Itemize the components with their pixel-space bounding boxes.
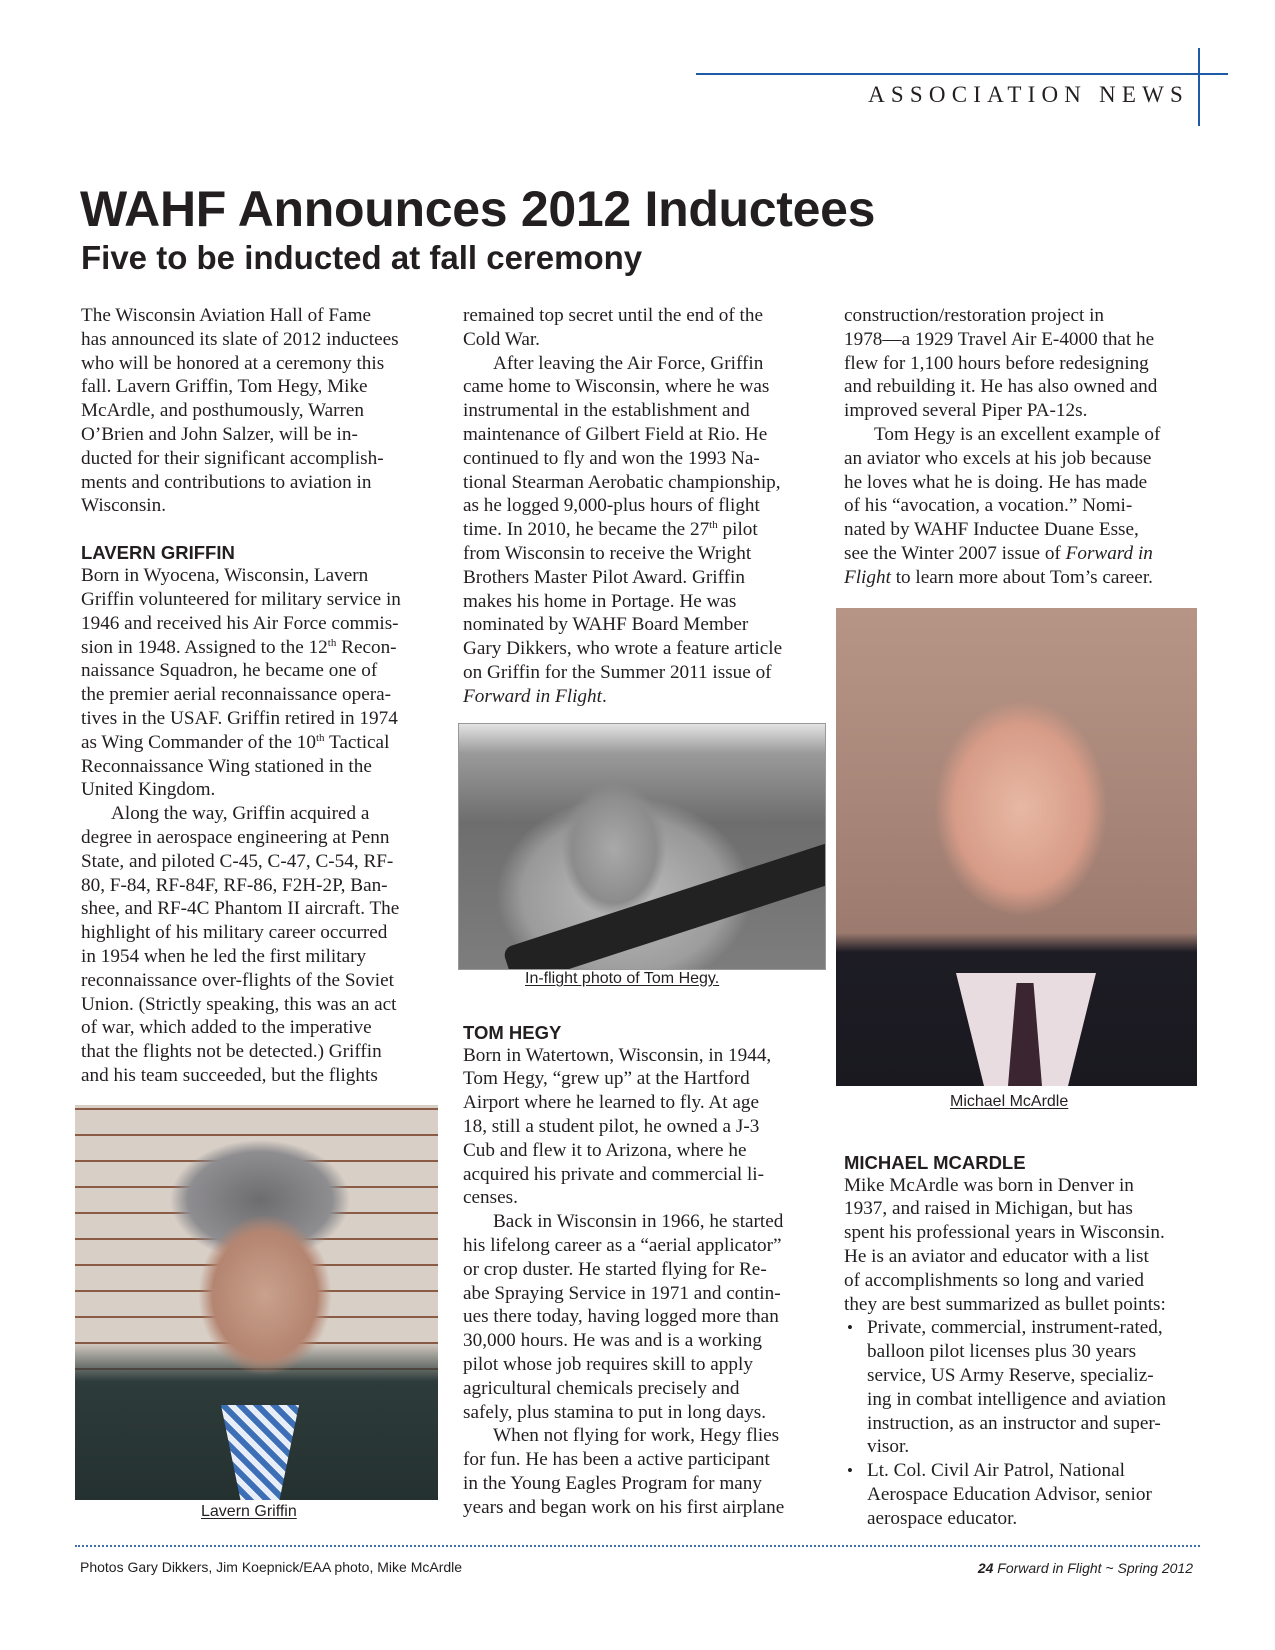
griffin-paragraph-3: After leaving the Air Force, Griffin came home to Wisconsin, where he was instrumental in the establishment and maintenance of Gilbert Field at Rio. He continued to fly and won the 1993 Na- tional Stearman Aerobatic championship, as he logged 9,000-plus hours of flight time. In 2010, he became the 27th pilot from Wisconsin to receive the Wright Brothers Master Pilot Award. Griffin makes his home in Portage. He was nominated by WAHF Board Member Gary Dikkers, who wrote a feature article on Griffin for the Summer 2011 issue of Forward in Flight. xyxy=(463,352,783,707)
griffin-heading: LAVERN GRIFFIN xyxy=(81,542,235,564)
griffin-continued: remained top secret until the end of the Cold War. xyxy=(463,305,763,350)
photo-tom-hegy-inflight xyxy=(458,723,826,970)
caption-tom-hegy: In-flight photo of Tom Hegy. xyxy=(525,970,720,987)
mcardle-accomplishments-list xyxy=(844,1316,1194,1530)
publication-name: Forward in Flight xyxy=(463,685,602,707)
page-footer-folio xyxy=(978,1560,1193,1576)
griffin-paragraph-1: Born in Wyocena, Wisconsin, Lavern Griffin volunteered for military service in 1946 and received his Air Force commis- sion in 1948. Assigned to the 12th Recon- naissance Squadron, he became one of the premier aerial reconnaissance opera- tives in the USAF. Griffin retired in 1974 as Wing Commander of the 10th Tactical Reconnaissance Wing stationed in the United Kingdom. xyxy=(81,565,401,801)
griffin-paragraph-2: Along the way, Griffin acquired a degree in aerospace engineering at Penn State, and piloted C-45, C-47, C-54, RF- 80, F-84, RF-84F, RF-86, F2H-2P, Ban- shee, and RF-4C Phantom II aircraft. The highlight of his military career occurred in 1954 when he led the first military reconnaissance over-flights of the Soviet Union. (Strictly speaking, this was an act of war, which added to the imperative that the flights not be detected.) Griffin and his team succeeded, but the flights xyxy=(81,803,400,1086)
footer-dotted-rule xyxy=(75,1545,1200,1547)
photo-credits: Photos Gary Dikkers, Jim Koepnick/EAA photo, Mike McArdle xyxy=(80,1559,463,1575)
article-subtitle: Five to be inducted at fall ceremony xyxy=(81,239,643,276)
section-label: ASSOCIATION NEWS xyxy=(868,82,1189,107)
photo-detail-canopy-rail xyxy=(502,831,826,970)
list-item: • Private, commercial, instrument-rated, balloon pilot licenses plus 30 years service, US Army Reserve, specializ- ing in combat intelligence and aviation instruction, as an instructor and super- visor. xyxy=(844,1316,1194,1459)
section-rule-vertical xyxy=(1198,48,1200,126)
caption-lavern-griffin: Lavern Griffin xyxy=(201,1503,297,1520)
intro-paragraph: The Wisconsin Aviation Hall of Fame has announced its slate of 2012 inductees who will be honored at a ceremony this fall. Lavern Griffin, Tom Hegy, Mike McArdle, and posthumously, Warren O’Brien and John Salzer, will be in- ducted for their significant accomplish- ments and contributions to aviation in Wisconsin. xyxy=(81,305,399,517)
photo-lavern-griffin xyxy=(75,1105,438,1500)
publication-name: Flight xyxy=(844,566,891,588)
section-rule-horizontal xyxy=(696,73,1228,75)
mcardle-heading: MICHAEL MCARDLE xyxy=(844,1151,1026,1173)
photo-michael-mcardle xyxy=(836,608,1197,1086)
photo-detail-shirt xyxy=(195,1405,325,1500)
caption-michael-mcardle: Michael McArdle xyxy=(950,1093,1069,1110)
article-title: WAHF Announces 2012 Inductees xyxy=(80,181,876,237)
page-number: 24 xyxy=(977,1560,994,1576)
hegy-paragraph-1: Born in Watertown, Wisconsin, in 1944, Tom Hegy, “grew up” at the Hartford Airport where he learned to fly. At age 18, still a student pilot, he owned a J-3 Cub and flew it to Arizona, where he acquired his private and commercial li- censes. xyxy=(463,1044,772,1209)
hegy-paragraph-4: Tom Hegy is an excellent example of an aviator who excels at his job because he loves what he is doing. He has made of his “avocation, a vocation.” Nomi- nated by WAHF Inductee Duane Esse, see the Winter 2007 issue of Forward in Flight to learn more about Tom’s career. xyxy=(844,423,1161,588)
hegy-continued: construction/restoration project in 1978—a 1929 Travel Air E-4000 that he flew for 1,100 hours before redesigning and rebuilding it. He has also owned and improved several Piper PA-12s. xyxy=(844,305,1158,422)
list-item: • Lt. Col. Civil Air Patrol, National Aerospace Education Advisor, senior aerospace educator. xyxy=(844,1459,1194,1530)
hegy-paragraph-3: When not flying for work, Hegy flies for fun. He has been a active participant in the Young Eagles Program for many years and began work on his first airplane xyxy=(463,1425,785,1518)
hegy-heading: TOM HEGY xyxy=(463,1021,562,1043)
publication-issue: Forward in Flight ~ Spring 2012 xyxy=(993,1560,1193,1576)
publication-name: Forward in xyxy=(1065,542,1153,564)
mcardle-paragraph-1: Mike McArdle was born in Denver in 1937, and raised in Michigan, but has spent his professional years in Wisconsin. He is an aviator and educator with a list of accomplishments so long and varied they are best summarized as bullet points: xyxy=(844,1174,1166,1315)
hegy-paragraph-2: Back in Wisconsin in 1966, he started his lifelong career as a “aerial applicator” or crop duster. He started flying for Re- abe Spraying Service in 1971 and contin- ues there today, having logged more than 30,000 hours. He was and is a working pilot whose job requires skill to apply agricultural chemicals precisely and safely, plus stamina to put in long days. xyxy=(463,1211,784,1423)
column-1 xyxy=(81,304,426,1088)
